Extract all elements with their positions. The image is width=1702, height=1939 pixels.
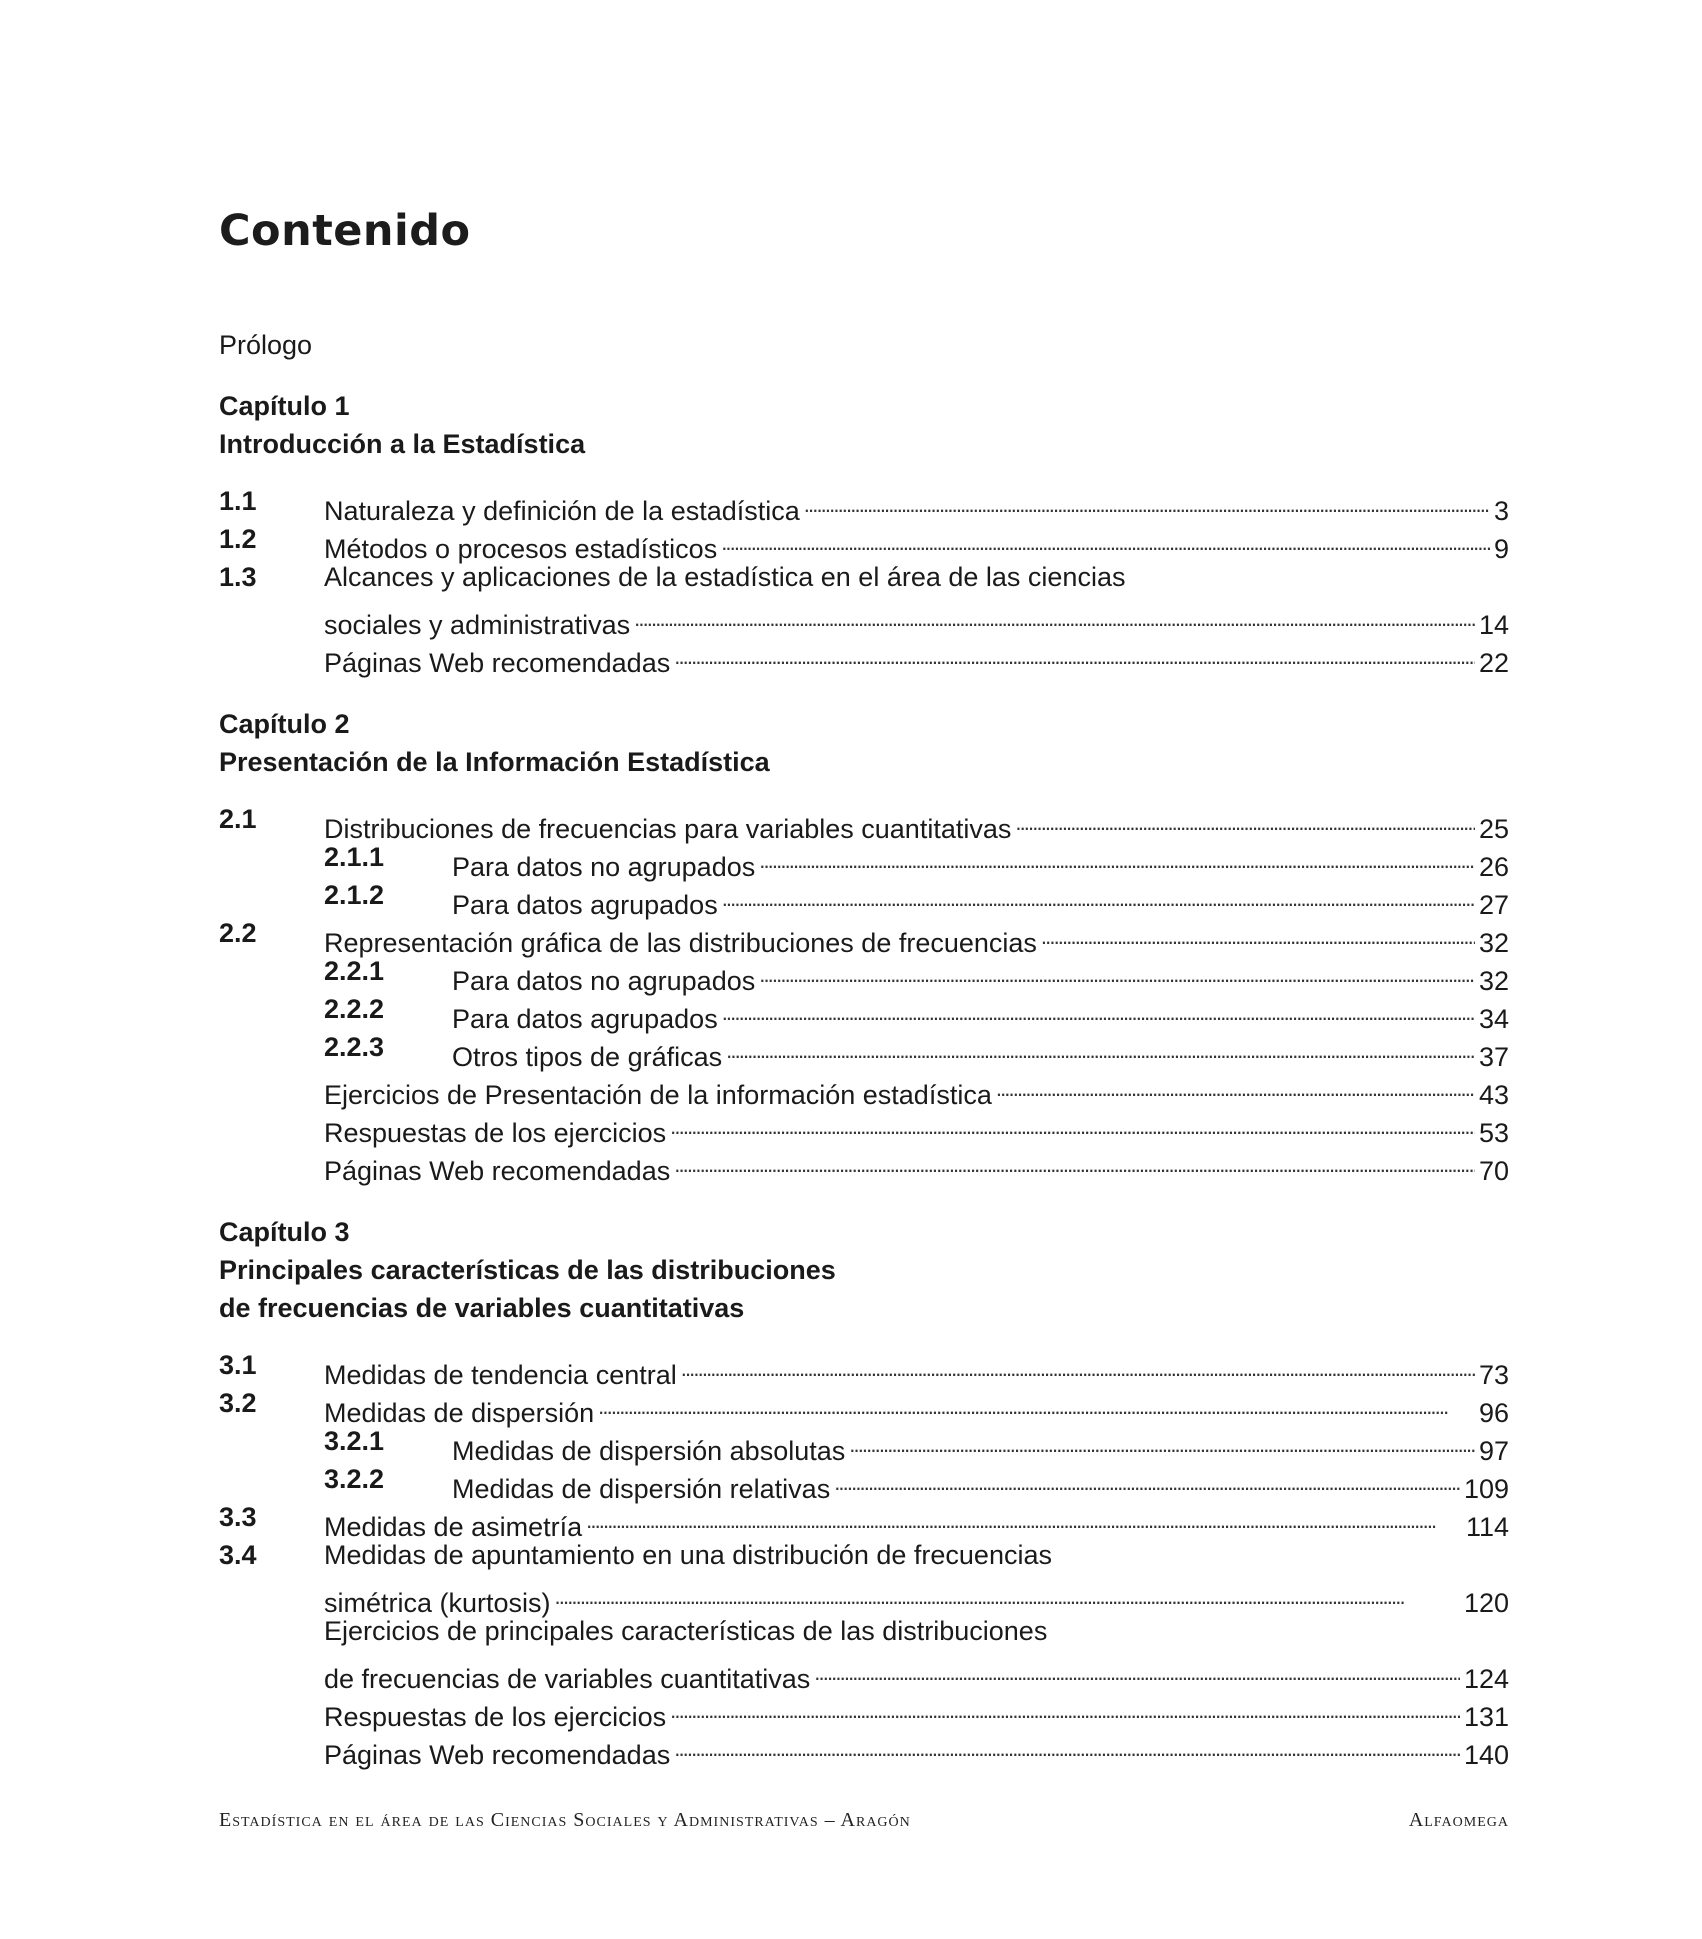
chapter-title: Introducción a la Estadística xyxy=(219,429,586,459)
toc-entry-title: de frecuencias de variables cuantitativas xyxy=(324,1664,811,1694)
toc-entry-number: 3.1 xyxy=(219,1350,257,1380)
chapter-title: Principales características de las distribuciones xyxy=(219,1255,836,1285)
toc-entry[interactable] xyxy=(219,520,1509,564)
dot-leader xyxy=(674,1142,1475,1180)
toc-entry-number: 2.2.3 xyxy=(324,1032,385,1062)
page-footer xyxy=(219,1809,1509,1832)
dot-leader xyxy=(804,482,1490,520)
page-title: Contenido xyxy=(219,206,471,256)
dot-leader xyxy=(722,876,1475,914)
toc-page-number: 25 xyxy=(1478,814,1509,844)
toc-entry[interactable] xyxy=(219,914,1509,958)
toc-page-number: 32 xyxy=(1478,966,1509,996)
toc-page-number: 26 xyxy=(1478,852,1509,882)
toc-page-number: 109 xyxy=(1463,1474,1509,1504)
toc-page-number: 97 xyxy=(1478,1436,1509,1466)
toc-entry[interactable] xyxy=(219,1384,1509,1428)
dot-leader xyxy=(670,1104,1475,1142)
toc-entry-number: 1.3 xyxy=(219,562,257,592)
toc-entry[interactable] xyxy=(219,952,1509,996)
chapter-3-section xyxy=(219,1213,1509,1770)
toc-entry-title: Representación gráfica de las distribuciones de frecuencias xyxy=(324,928,1037,958)
toc-entry[interactable] xyxy=(219,1498,1509,1542)
toc-entry-title: Ejercicios de principales características de las distribuciones xyxy=(324,1616,1048,1646)
toc-page-number: 73 xyxy=(1478,1360,1509,1390)
dot-leader xyxy=(834,1460,1460,1498)
dot-leader xyxy=(726,1028,1475,1066)
toc-entry-title: simétrica (kurtosis) xyxy=(324,1588,551,1618)
toc-entry-title: Para datos agrupados xyxy=(452,890,718,920)
toc-entry[interactable] xyxy=(219,1028,1509,1072)
toc-entry-number: 3.2.2 xyxy=(324,1464,385,1494)
toc-entry-number: 2.2.2 xyxy=(324,994,385,1024)
chapter-label: Capítulo 2 xyxy=(219,709,350,739)
toc-page-number: 70 xyxy=(1478,1156,1509,1186)
toc-entry-title: Naturaleza y definición de la estadística xyxy=(324,496,800,526)
toc-page-number: 14 xyxy=(1478,610,1509,640)
toc-entry[interactable] xyxy=(219,1536,1509,1574)
dot-leader xyxy=(759,952,1475,990)
toc-entry-title: Medidas de dispersión absolutas xyxy=(452,1436,846,1466)
toc-entry-title: Medidas de tendencia central xyxy=(324,1360,677,1390)
chapter-heading xyxy=(219,705,1509,781)
toc-page-number: 114 xyxy=(1465,1512,1509,1542)
dot-leader xyxy=(674,634,1475,672)
toc-entry-title: Distribuciones de frecuencias para variables cuantitativas xyxy=(324,814,1012,844)
toc-entry[interactable] xyxy=(219,876,1509,920)
toc-entry-number: 2.1 xyxy=(219,804,257,834)
toc-entry-number: 3.2 xyxy=(219,1388,257,1418)
toc-entry[interactable] xyxy=(219,838,1509,882)
toc-entry-number: 3.4 xyxy=(219,1540,257,1570)
toc-page-number: 9 xyxy=(1493,534,1509,564)
toc-entry-title: Para datos agrupados xyxy=(452,1004,718,1034)
toc-entry-continuation[interactable] xyxy=(219,1650,1509,1694)
toc-entry[interactable] xyxy=(219,1688,1509,1732)
footer-publisher: Alfaomega xyxy=(1408,1809,1509,1831)
chapter-heading xyxy=(219,387,1509,463)
dot-leader xyxy=(555,1574,1460,1612)
chapter-2-section xyxy=(219,705,1509,1186)
toc-entry[interactable] xyxy=(219,800,1509,844)
toc-entry[interactable] xyxy=(219,1460,1509,1504)
toc-entry-title: Medidas de dispersión xyxy=(324,1398,595,1428)
toc-entry-number: 2.2.1 xyxy=(324,956,385,986)
toc-entry-number: 3.2.1 xyxy=(324,1426,385,1456)
chapter-1-section xyxy=(219,387,1509,678)
chapter-label: Capítulo 3 xyxy=(219,1217,350,1247)
toc-entry-continuation[interactable] xyxy=(219,1574,1509,1618)
toc-page-number: 96 xyxy=(1478,1398,1509,1428)
toc-entry[interactable] xyxy=(219,1346,1509,1390)
toc-entry-number: 1.1 xyxy=(219,486,257,516)
toc-entry[interactable] xyxy=(219,1142,1509,1186)
toc-page-number: 37 xyxy=(1478,1042,1509,1072)
toc-entry[interactable] xyxy=(219,482,1509,526)
dot-leader xyxy=(634,596,1475,634)
toc-entry-title: Ejercicios de Presentación de la información estadística xyxy=(324,1080,992,1110)
dot-leader xyxy=(1015,800,1475,838)
toc-entry-number: 2.1.2 xyxy=(324,880,385,910)
toc-page-number: 32 xyxy=(1478,928,1509,958)
toc-entry-title: Páginas Web recomendadas xyxy=(324,648,671,678)
toc-entry[interactable] xyxy=(219,990,1509,1034)
dot-leader xyxy=(1041,914,1475,952)
dot-leader xyxy=(586,1498,1462,1536)
toc-entry-list xyxy=(219,482,1509,678)
toc-entry[interactable] xyxy=(219,634,1509,678)
dot-leader xyxy=(598,1384,1475,1422)
toc-page-number: 131 xyxy=(1463,1702,1509,1732)
toc-entry-title: Páginas Web recomendadas xyxy=(324,1156,671,1186)
toc-entry-number: 3.3 xyxy=(219,1502,257,1532)
dot-leader xyxy=(996,1066,1475,1104)
dot-leader xyxy=(670,1688,1460,1726)
toc-entry[interactable] xyxy=(219,1066,1509,1110)
chapter-title: Presentación de la Información Estadística xyxy=(219,747,770,777)
toc-entry[interactable] xyxy=(219,1612,1509,1650)
toc-entry-title: Otros tipos de gráficas xyxy=(452,1042,723,1072)
toc-entry[interactable] xyxy=(219,1726,1509,1770)
toc-page-number: 124 xyxy=(1463,1664,1509,1694)
toc-entry[interactable] xyxy=(219,558,1509,596)
toc-entry-title: Respuestas de los ejercicios xyxy=(324,1118,667,1148)
dot-leader xyxy=(759,838,1475,876)
chapter-label: Capítulo 1 xyxy=(219,391,350,421)
dot-leader xyxy=(814,1650,1460,1688)
toc-page-number: 22 xyxy=(1478,648,1509,678)
toc-page-number: 3 xyxy=(1493,496,1509,526)
toc-entry-title: Medidas de apuntamiento en una distribución de frecuencias xyxy=(324,1540,1052,1570)
toc-entry[interactable] xyxy=(219,1422,1509,1466)
toc-entry-number: 2.2 xyxy=(219,918,257,948)
toc-entry-prologo[interactable]: Prólogo xyxy=(219,330,313,360)
toc-entry-title: Alcances y aplicaciones de la estadística en el área de las ciencias xyxy=(324,562,1126,592)
toc-entry-title: sociales y administrativas xyxy=(324,610,631,640)
toc-entry-title: Páginas Web recomendadas xyxy=(324,1740,671,1770)
toc-entry-number: 1.2 xyxy=(219,524,257,554)
toc-page-number: 120 xyxy=(1463,1588,1509,1618)
dot-leader xyxy=(721,520,1490,558)
toc-entry-list xyxy=(219,800,1509,1186)
toc-entry-continuation[interactable] xyxy=(219,596,1509,640)
toc-entry-title: Para datos no agrupados xyxy=(452,852,756,882)
toc-entry[interactable] xyxy=(219,1104,1509,1148)
dot-leader xyxy=(722,990,1475,1028)
toc-entry-title: Respuestas de los ejercicios xyxy=(324,1702,667,1732)
chapter-title: de frecuencias de variables cuantitativas xyxy=(219,1293,745,1323)
toc-entry-title: Medidas de asimetría xyxy=(324,1512,583,1542)
toc-page-number: 27 xyxy=(1478,890,1509,920)
toc-page-number: 53 xyxy=(1478,1118,1509,1148)
toc-page-number: 43 xyxy=(1478,1080,1509,1110)
chapter-heading xyxy=(219,1213,1509,1327)
dot-leader xyxy=(849,1422,1475,1460)
toc-entry-title: Medidas de dispersión relativas xyxy=(452,1474,831,1504)
toc-page-number: 34 xyxy=(1478,1004,1509,1034)
dot-leader xyxy=(681,1346,1475,1384)
toc-entry-list xyxy=(219,1346,1509,1770)
toc-entry-title: Métodos o procesos estadísticos xyxy=(324,534,718,564)
dot-leader xyxy=(674,1726,1460,1764)
toc-entry-number: 2.1.1 xyxy=(324,842,385,872)
toc-page-number: 140 xyxy=(1463,1740,1509,1770)
footer-book-title: Estadística en el área de las Ciencias Sociales y Administrativas – Aragón xyxy=(219,1809,911,1831)
toc-entry-title: Para datos no agrupados xyxy=(452,966,756,996)
